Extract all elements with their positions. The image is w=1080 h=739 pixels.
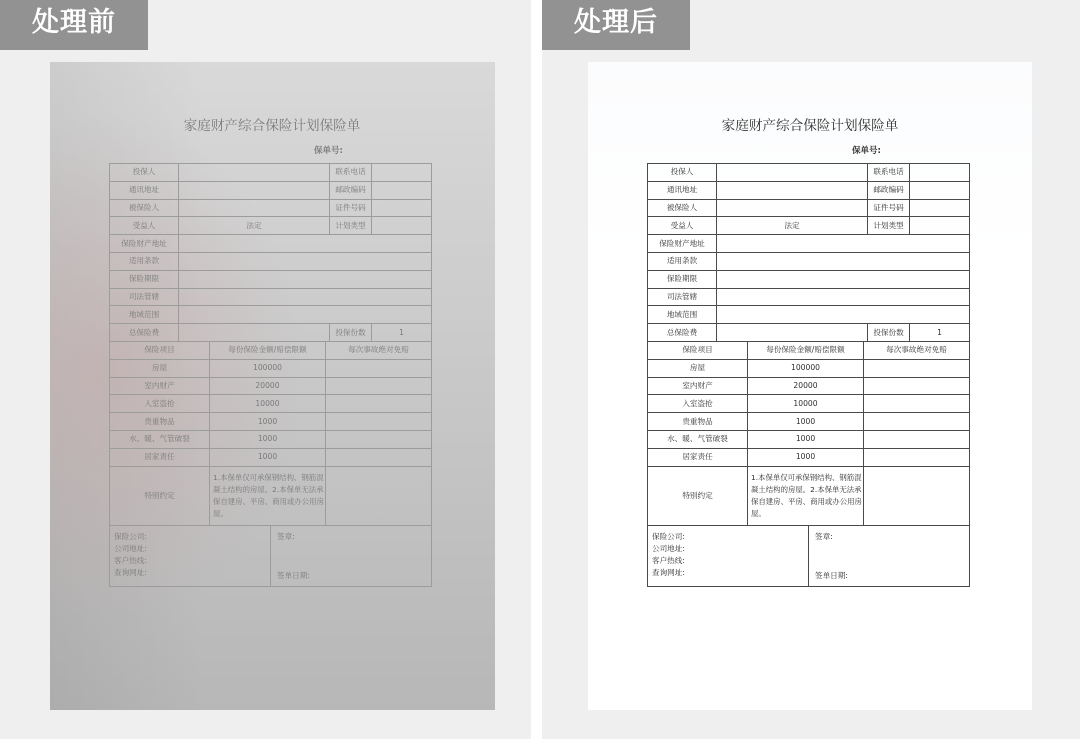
row-label: 适用条款 [110,252,179,270]
coverage-item: 房屋 [648,359,748,377]
coverage-row [110,413,432,431]
coverage-header-row [110,341,432,359]
row-side-label: 邮政编码 [868,181,910,199]
query-website-label: 查询网址: [652,568,685,578]
coverage-amount: 1000 [210,448,326,466]
row-value [179,164,330,182]
coverage-item: 房屋 [110,359,210,377]
coverage-amount: 1000 [210,413,326,431]
sign-date-label: 签单日期: [815,570,848,580]
coverage-row [648,430,970,448]
coverage-item: 入室盗抢 [648,395,748,413]
coverage-amount: 10000 [210,395,326,413]
applicant-row [110,217,432,235]
policy-row [648,235,970,253]
signature-cell [809,525,970,586]
policy-row [110,235,432,253]
coverage-row [648,377,970,395]
coverage-amount: 1000 [748,413,864,431]
row-side-value [910,181,970,199]
coverage-deductible [864,377,970,395]
row-side-value [372,199,432,217]
insurance-policy-document-photo [50,62,494,710]
row-label: 受益人 [110,217,179,235]
policy-row [648,306,970,324]
coverage-amount-header: 每份保险金额/赔偿限额 [748,341,864,359]
coverage-amount: 100000 [210,359,326,377]
row-value [717,252,970,270]
special-terms-blank [864,466,970,525]
row-side-value: 1 [910,324,970,342]
coverage-item: 入室盗抢 [110,395,210,413]
special-terms-label: 特别约定 [648,466,748,525]
special-terms-text [748,466,864,525]
special-terms-blank [326,466,432,525]
row-side-label: 投保份数 [868,324,910,342]
signature-cell [271,525,432,586]
insurer-info-cell [648,525,809,586]
row-side-label: 联系电话 [330,164,372,182]
coverage-deductible [864,448,970,466]
insurer-company-label: 保险公司: [114,531,147,541]
query-website-label: 查询网址: [114,568,147,578]
row-label: 投保人 [110,164,179,182]
row-label: 司法管辖 [110,288,179,306]
special-term-1: 1.本保单仅可承保钢结构、钢筋混凝土结构的房屋。 [213,472,324,494]
coverage-item-header: 保险项目 [648,341,748,359]
applicant-row [648,181,970,199]
coverage-deductible [326,448,432,466]
applicant-row [648,217,970,235]
seal-label: 签章: [815,531,833,541]
coverage-amount: 1000 [748,448,864,466]
row-side-value: 1 [372,324,432,342]
row-value [179,270,432,288]
row-value [179,181,330,199]
special-terms-text [210,466,326,525]
coverage-amount-header: 每份保险金额/赔偿限额 [210,341,326,359]
after-label: 处理后 [542,0,690,50]
row-label: 通讯地址 [110,181,179,199]
customer-hotline-label: 客户热线: [652,556,685,566]
coverage-amount: 20000 [210,377,326,395]
coverage-row [648,448,970,466]
row-label: 通讯地址 [648,181,717,199]
special-terms-row [648,466,970,525]
row-side-value [910,199,970,217]
row-value [179,288,432,306]
customer-hotline-label: 客户热线: [114,556,147,566]
coverage-item: 居家责任 [110,448,210,466]
row-value [717,164,868,182]
document-scan-after [588,62,1032,710]
row-value [717,270,970,288]
premium-row [648,324,970,342]
row-value [179,199,330,217]
coverage-row [648,395,970,413]
coverage-item: 水、暖、气管破裂 [110,430,210,448]
sign-date-label: 签单日期: [277,570,310,580]
row-label: 保险财产地址 [648,235,717,253]
insurance-policy-document [588,62,1032,710]
row-label: 保险财产地址 [110,235,179,253]
company-address-label: 公司地址: [652,543,685,553]
applicant-row [648,164,970,182]
row-side-value [910,164,970,182]
coverage-deductible [864,359,970,377]
coverage-row [110,448,432,466]
footer-row [648,525,970,586]
coverage-deductible [326,395,432,413]
insurer-company-label: 保险公司: [652,531,685,541]
coverage-item: 贵重物品 [110,413,210,431]
row-side-value [372,217,432,235]
row-value [717,181,868,199]
coverage-deductible-header: 每次事故绝对免赔 [864,341,970,359]
row-value [717,288,970,306]
coverage-amount: 10000 [748,395,864,413]
document-title: 家庭财产综合保险计划保险单 [183,118,361,134]
row-value [179,324,330,342]
special-term-2: 2.本保单无法承保自建房、平房、商用或办公用房屋。 [751,484,862,518]
row-value [717,324,868,342]
coverage-row [648,413,970,431]
coverage-deductible-header: 每次事故绝对免赔 [326,341,432,359]
special-term-2: 2.本保单无法承保自建房、平房、商用或办公用房屋。 [213,484,324,518]
coverage-deductible [326,430,432,448]
row-side-label: 联系电话 [868,164,910,182]
policy-table [647,163,970,587]
footer-row [110,525,432,586]
policy-row [110,270,432,288]
applicant-row [110,199,432,217]
before-panel [0,0,531,739]
policy-row [648,288,970,306]
row-side-label: 计划类型 [868,217,910,235]
applicant-row [648,199,970,217]
row-side-label: 证件号码 [330,199,372,217]
row-side-value [372,164,432,182]
row-value: 法定 [179,217,330,235]
insurer-info-cell [110,525,271,586]
row-label: 司法管辖 [648,288,717,306]
row-value [717,235,970,253]
coverage-item: 室内财产 [110,377,210,395]
row-label: 地域范围 [648,306,717,324]
coverage-amount: 100000 [748,359,864,377]
row-value [179,306,432,324]
policy-row [110,252,432,270]
row-value: 法定 [717,217,868,235]
row-label: 投保人 [648,164,717,182]
after-panel [542,0,1080,739]
row-label: 总保险费 [648,324,717,342]
policy-number-label: 保单号: [314,146,343,156]
row-value [179,235,432,253]
row-side-label: 投保份数 [330,324,372,342]
coverage-row [110,359,432,377]
applicant-row [110,164,432,182]
row-label: 被保险人 [110,199,179,217]
coverage-row [110,377,432,395]
coverage-deductible [864,413,970,431]
seal-label: 签章: [277,531,295,541]
row-label: 被保险人 [648,199,717,217]
policy-number-label: 保单号: [852,146,881,156]
policy-row [648,270,970,288]
document-title: 家庭财产综合保险计划保险单 [721,118,899,134]
coverage-deductible [864,430,970,448]
row-side-label: 邮政编码 [330,181,372,199]
coverage-row [110,395,432,413]
coverage-amount: 20000 [748,377,864,395]
coverage-item: 居家责任 [648,448,748,466]
row-side-value [910,217,970,235]
coverage-item-header: 保险项目 [110,341,210,359]
row-side-label: 计划类型 [330,217,372,235]
coverage-amount: 1000 [210,430,326,448]
coverage-amount: 1000 [748,430,864,448]
coverage-deductible [326,413,432,431]
premium-row [110,324,432,342]
special-terms-row [110,466,432,525]
coverage-item: 水、暖、气管破裂 [648,430,748,448]
coverage-row [110,430,432,448]
policy-row [110,288,432,306]
row-label: 适用条款 [648,252,717,270]
applicant-row [110,181,432,199]
coverage-row [648,359,970,377]
document-photo-before [50,62,495,710]
policy-row [648,252,970,270]
row-side-value [372,181,432,199]
row-value [179,252,432,270]
coverage-deductible [326,377,432,395]
policy-row [110,306,432,324]
policy-table [109,163,432,587]
coverage-deductible [326,359,432,377]
special-term-1: 1.本保单仅可承保钢结构、钢筋混凝土结构的房屋。 [751,472,862,494]
coverage-item: 室内财产 [648,377,748,395]
row-side-label: 证件号码 [868,199,910,217]
before-label: 处理前 [0,0,148,50]
row-label: 保险期限 [648,270,717,288]
special-terms-label: 特别约定 [110,466,210,525]
row-label: 地域范围 [110,306,179,324]
row-label: 保险期限 [110,270,179,288]
coverage-header-row [648,341,970,359]
coverage-deductible [864,395,970,413]
row-value [717,199,868,217]
company-address-label: 公司地址: [114,543,147,553]
row-label: 受益人 [648,217,717,235]
row-label: 总保险费 [110,324,179,342]
row-value [717,306,970,324]
coverage-item: 贵重物品 [648,413,748,431]
